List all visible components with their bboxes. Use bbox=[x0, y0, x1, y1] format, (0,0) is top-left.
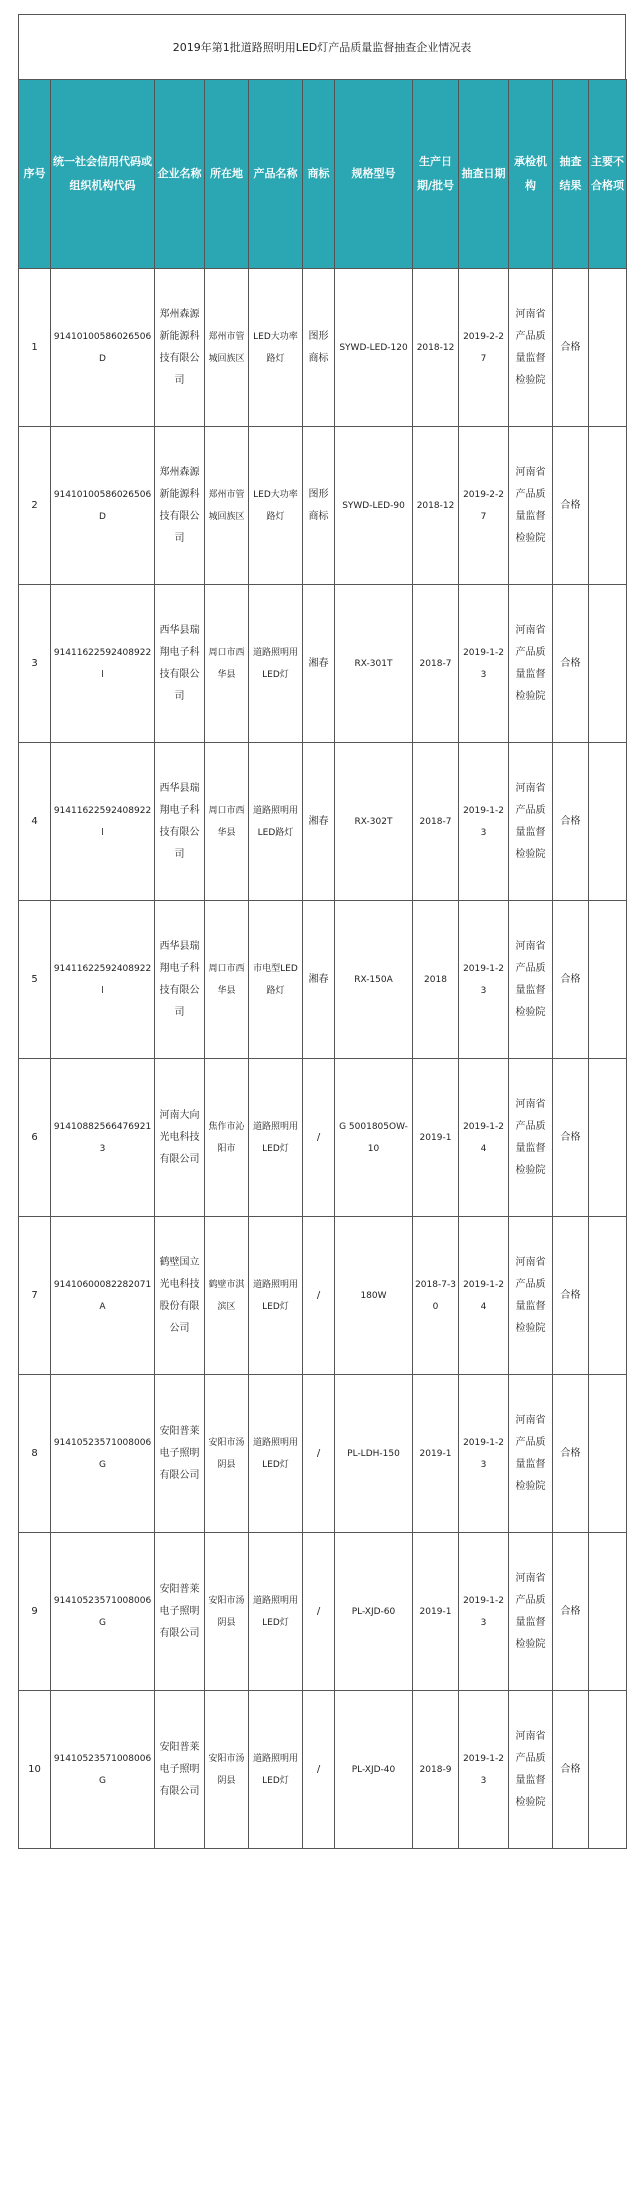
table-row bbox=[19, 1059, 627, 1217]
header-check-date: 抽查日期 bbox=[459, 80, 509, 269]
cell-brand: / bbox=[303, 1059, 335, 1217]
cell-code: 914108825664769213 bbox=[51, 1059, 155, 1217]
cell-model: PL-XJD-60 bbox=[335, 1533, 413, 1691]
table-row bbox=[19, 1375, 627, 1533]
cell-no: 2 bbox=[19, 427, 51, 585]
cell-result: 合格 bbox=[553, 1533, 589, 1691]
table-row bbox=[19, 1533, 627, 1691]
cell-model: SYWD-LED-120 bbox=[335, 269, 413, 427]
cell-prod-date: 2018-12 bbox=[413, 269, 459, 427]
header-row bbox=[19, 80, 627, 269]
cell-prod-date: 2018-7 bbox=[413, 585, 459, 743]
cell-location: 焦作市沁阳市 bbox=[205, 1059, 249, 1217]
cell-code: 91411622592408922l bbox=[51, 585, 155, 743]
cell-company: 河南大向光电科技有限公司 bbox=[155, 1059, 205, 1217]
cell-location: 郑州市管城回族区 bbox=[205, 269, 249, 427]
cell-model: PL-XJD-40 bbox=[335, 1691, 413, 1849]
header-brand: 商标 bbox=[303, 80, 335, 269]
cell-code: 91410100586026506D bbox=[51, 427, 155, 585]
cell-issues bbox=[589, 1375, 627, 1533]
cell-product: 道路照明用LED灯 bbox=[249, 1375, 303, 1533]
cell-agency: 河南省产品质量监督检验院 bbox=[509, 1691, 553, 1849]
cell-check-date: 2019-1-24 bbox=[459, 1217, 509, 1375]
cell-result: 合格 bbox=[553, 1375, 589, 1533]
cell-product: 市电型LED路灯 bbox=[249, 901, 303, 1059]
cell-agency: 河南省产品质量监督检验院 bbox=[509, 1533, 553, 1691]
table-row bbox=[19, 585, 627, 743]
cell-agency: 河南省产品质量监督检验院 bbox=[509, 1375, 553, 1533]
cell-model: RX-301T bbox=[335, 585, 413, 743]
document bbox=[18, 14, 626, 2184]
table-row bbox=[19, 269, 627, 427]
cell-no: 8 bbox=[19, 1375, 51, 1533]
cell-no: 7 bbox=[19, 1217, 51, 1375]
cell-code: 91411622592408922l bbox=[51, 743, 155, 901]
cell-no: 6 bbox=[19, 1059, 51, 1217]
cell-prod-date: 2018-7-30 bbox=[413, 1217, 459, 1375]
table-row bbox=[19, 1691, 627, 1849]
cell-issues bbox=[589, 1059, 627, 1217]
header-company: 企业名称 bbox=[155, 80, 205, 269]
cell-model: 180W bbox=[335, 1217, 413, 1375]
header-product: 产品名称 bbox=[249, 80, 303, 269]
cell-product: 道路照明用LED路灯 bbox=[249, 743, 303, 901]
cell-location: 安阳市汤阴县 bbox=[205, 1691, 249, 1849]
cell-code: 91410600082282071A bbox=[51, 1217, 155, 1375]
cell-code: 91411622592408922l bbox=[51, 901, 155, 1059]
cell-brand: 图形商标 bbox=[303, 427, 335, 585]
cell-result: 合格 bbox=[553, 1691, 589, 1849]
cell-no: 3 bbox=[19, 585, 51, 743]
cell-agency: 河南省产品质量监督检验院 bbox=[509, 1217, 553, 1375]
cell-prod-date: 2018-7 bbox=[413, 743, 459, 901]
header-agency: 承检机构 bbox=[509, 80, 553, 269]
cell-brand: / bbox=[303, 1375, 335, 1533]
cell-location: 周口市西华县 bbox=[205, 743, 249, 901]
cell-brand: 湘春 bbox=[303, 585, 335, 743]
cell-no: 5 bbox=[19, 901, 51, 1059]
cell-no: 9 bbox=[19, 1533, 51, 1691]
cell-result: 合格 bbox=[553, 1059, 589, 1217]
cell-issues bbox=[589, 1533, 627, 1691]
cell-check-date: 2019-1-23 bbox=[459, 743, 509, 901]
cell-issues bbox=[589, 743, 627, 901]
cell-prod-date: 2018-9 bbox=[413, 1691, 459, 1849]
cell-issues bbox=[589, 585, 627, 743]
cell-result: 合格 bbox=[553, 269, 589, 427]
cell-product: 道路照明用LED灯 bbox=[249, 1217, 303, 1375]
cell-result: 合格 bbox=[553, 1217, 589, 1375]
cell-prod-date: 2019-1 bbox=[413, 1059, 459, 1217]
cell-issues bbox=[589, 901, 627, 1059]
cell-product: LED大功率路灯 bbox=[249, 269, 303, 427]
cell-check-date: 2019-1-23 bbox=[459, 1533, 509, 1691]
header-location: 所在地 bbox=[205, 80, 249, 269]
header-issues: 主要不合格项 bbox=[589, 80, 627, 269]
cell-prod-date: 2018-12 bbox=[413, 427, 459, 585]
cell-prod-date: 2018 bbox=[413, 901, 459, 1059]
cell-agency: 河南省产品质量监督检验院 bbox=[509, 901, 553, 1059]
cell-brand: 湘春 bbox=[303, 901, 335, 1059]
cell-product: 道路照明用LED灯 bbox=[249, 585, 303, 743]
cell-result: 合格 bbox=[553, 743, 589, 901]
table-row bbox=[19, 743, 627, 901]
table-row bbox=[19, 1217, 627, 1375]
cell-agency: 河南省产品质量监督检验院 bbox=[509, 743, 553, 901]
cell-location: 周口市西华县 bbox=[205, 901, 249, 1059]
table-row bbox=[19, 427, 627, 585]
cell-issues bbox=[589, 1217, 627, 1375]
inspection-table bbox=[18, 79, 627, 1849]
cell-model: RX-302T bbox=[335, 743, 413, 901]
cell-location: 周口市西华县 bbox=[205, 585, 249, 743]
cell-brand: / bbox=[303, 1217, 335, 1375]
cell-company: 西华县瑞翔电子科技有限公司 bbox=[155, 585, 205, 743]
cell-product: 道路照明用LED灯 bbox=[249, 1691, 303, 1849]
cell-location: 安阳市汤阴县 bbox=[205, 1533, 249, 1691]
cell-agency: 河南省产品质量监督检验院 bbox=[509, 1059, 553, 1217]
cell-prod-date: 2019-1 bbox=[413, 1375, 459, 1533]
cell-result: 合格 bbox=[553, 427, 589, 585]
cell-company: 安阳普莱电子照明有限公司 bbox=[155, 1533, 205, 1691]
cell-check-date: 2019-1-23 bbox=[459, 585, 509, 743]
cell-brand: 图形商标 bbox=[303, 269, 335, 427]
header-code: 统一社会信用代码或组织机构代码 bbox=[51, 80, 155, 269]
header-no: 序号 bbox=[19, 80, 51, 269]
cell-model: SYWD-LED-90 bbox=[335, 427, 413, 585]
cell-code: 91410523571008006G bbox=[51, 1691, 155, 1849]
cell-check-date: 2019-1-23 bbox=[459, 1691, 509, 1849]
cell-brand: 湘春 bbox=[303, 743, 335, 901]
cell-location: 鹤壁市淇滨区 bbox=[205, 1217, 249, 1375]
cell-brand: / bbox=[303, 1533, 335, 1691]
cell-issues bbox=[589, 427, 627, 585]
cell-no: 1 bbox=[19, 269, 51, 427]
cell-check-date: 2019-1-24 bbox=[459, 1059, 509, 1217]
cell-issues bbox=[589, 1691, 627, 1849]
cell-location: 安阳市汤阴县 bbox=[205, 1375, 249, 1533]
header-prod-date: 生产日期/批号 bbox=[413, 80, 459, 269]
cell-brand: / bbox=[303, 1691, 335, 1849]
cell-code: 91410523571008006G bbox=[51, 1533, 155, 1691]
cell-agency: 河南省产品质量监督检验院 bbox=[509, 427, 553, 585]
cell-product: 道路照明用LED灯 bbox=[249, 1059, 303, 1217]
cell-location: 郑州市管城回族区 bbox=[205, 427, 249, 585]
cell-agency: 河南省产品质量监督检验院 bbox=[509, 269, 553, 427]
cell-agency: 河南省产品质量监督检验院 bbox=[509, 585, 553, 743]
cell-code: 91410100586026506D bbox=[51, 269, 155, 427]
cell-company: 郑州森源新能源科技有限公司 bbox=[155, 269, 205, 427]
cell-product: LED大功率路灯 bbox=[249, 427, 303, 585]
cell-prod-date: 2019-1 bbox=[413, 1533, 459, 1691]
cell-check-date: 2019-2-27 bbox=[459, 427, 509, 585]
cell-company: 安阳普莱电子照明有限公司 bbox=[155, 1691, 205, 1849]
cell-code: 91410523571008006G bbox=[51, 1375, 155, 1533]
cell-model: RX-150A bbox=[335, 901, 413, 1059]
cell-company: 郑州森源新能源科技有限公司 bbox=[155, 427, 205, 585]
cell-issues bbox=[589, 269, 627, 427]
cell-check-date: 2019-2-27 bbox=[459, 269, 509, 427]
cell-product: 道路照明用LED灯 bbox=[249, 1533, 303, 1691]
cell-no: 10 bbox=[19, 1691, 51, 1849]
cell-company: 西华县瑞翔电子科技有限公司 bbox=[155, 901, 205, 1059]
table-row bbox=[19, 901, 627, 1059]
cell-check-date: 2019-1-23 bbox=[459, 901, 509, 1059]
cell-model: PL-LDH-150 bbox=[335, 1375, 413, 1533]
cell-company: 鹤壁国立光电科技股份有限公司 bbox=[155, 1217, 205, 1375]
cell-model: G 5001805OW-10 bbox=[335, 1059, 413, 1217]
table-title: 2019年第1批道路照明用LED灯产品质量监督抽查企业情况表 bbox=[18, 14, 626, 79]
cell-company: 安阳普莱电子照明有限公司 bbox=[155, 1375, 205, 1533]
cell-check-date: 2019-1-23 bbox=[459, 1375, 509, 1533]
cell-company: 西华县瑞翔电子科技有限公司 bbox=[155, 743, 205, 901]
cell-result: 合格 bbox=[553, 585, 589, 743]
cell-result: 合格 bbox=[553, 901, 589, 1059]
header-model: 规格型号 bbox=[335, 80, 413, 269]
header-result: 抽查结果 bbox=[553, 80, 589, 269]
cell-no: 4 bbox=[19, 743, 51, 901]
